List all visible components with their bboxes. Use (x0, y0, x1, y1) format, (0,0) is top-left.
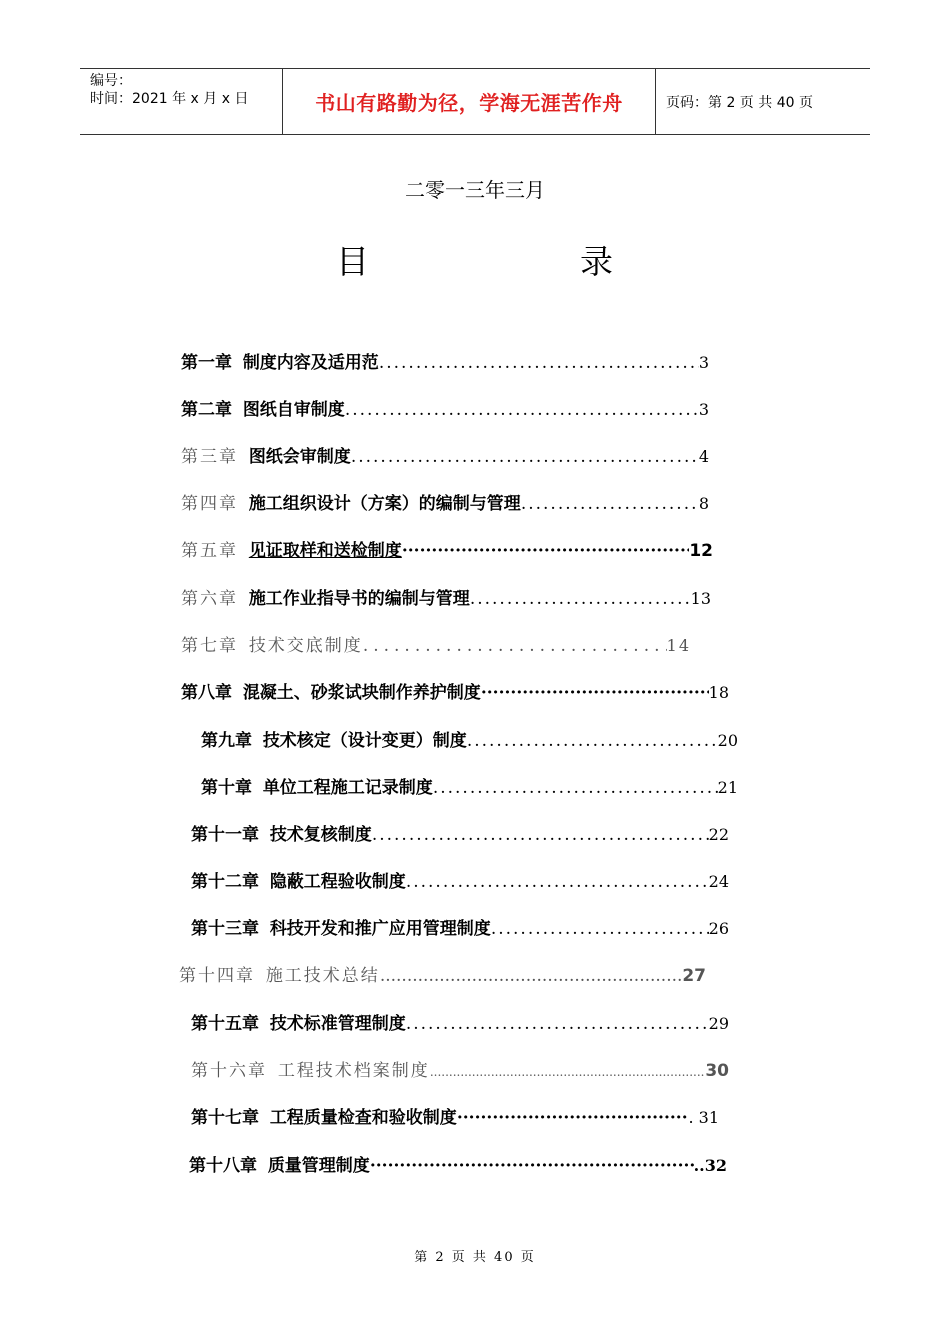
toc-chapter: 第七章 (181, 636, 238, 656)
toc-title: 技术核定（设计变更）制度 (262, 731, 467, 751)
toc-title: 技术复核制度 (269, 825, 372, 845)
toc-entry[interactable] (181, 587, 711, 611)
toc-title: 施工作业指导书的编制与管理 (248, 589, 470, 609)
toc-chapter: 第六章 (181, 589, 238, 609)
toc-chapter: 第十六章 (191, 1061, 267, 1081)
page-header (80, 68, 870, 135)
toc-page: 21 (717, 778, 738, 797)
toc-chapter: 第十章 (201, 778, 252, 798)
toc-entry[interactable] (181, 681, 729, 705)
toc-leader (370, 1154, 694, 1178)
toc-entry[interactable] (191, 870, 729, 894)
toc-leader (433, 776, 718, 800)
toc-leader (351, 445, 699, 469)
toc-chapter: 第十五章 (191, 1014, 259, 1034)
toc-title: 技术标准管理制度 (269, 1014, 406, 1034)
toc-entry[interactable] (179, 964, 706, 988)
toc-chapter: 第八章 (181, 683, 232, 703)
toc-title: 图纸会审制度 (248, 447, 351, 467)
toc-chapter: 第二章 (181, 400, 232, 420)
toc-page: 3 (698, 400, 709, 419)
header-left-cell (80, 69, 282, 134)
toc-leader (430, 1060, 706, 1083)
toc-entry[interactable] (201, 729, 738, 753)
toc-chapter: 第十三章 (191, 919, 259, 939)
toc-leader (402, 539, 690, 563)
toc-leader (467, 729, 718, 753)
toc-chapter: 第十四章 (179, 966, 255, 986)
toc-page: 22 (708, 825, 729, 844)
header-page-label: 页码：第 2 页 共 40 页 (666, 94, 813, 111)
document-number-label: 编号： (90, 73, 132, 89)
toc-entry[interactable] (181, 492, 709, 516)
toc-entry[interactable] (181, 445, 709, 469)
toc-chapter: 第一章 (181, 353, 232, 373)
toc-entry[interactable] (181, 539, 713, 563)
header-motto-cell (282, 69, 656, 134)
toc-page: 24 (708, 872, 729, 891)
toc-page: 29 (708, 1014, 729, 1033)
toc-entry[interactable] (191, 1012, 729, 1036)
toc-leader (481, 681, 709, 705)
toc-title: 图纸自审制度 (242, 400, 345, 420)
toc-title: 单位工程施工记录制度 (262, 778, 433, 798)
toc-page: 8 (698, 494, 709, 513)
toc-title: 科技开发和推广应用管理制度 (269, 919, 491, 939)
toc-page: 27 (682, 966, 706, 986)
header-page-cell (656, 69, 870, 134)
toc-chapter: 第四章 (181, 494, 238, 514)
toc-chapter: 第三章 (181, 447, 238, 467)
toc-leader (379, 351, 699, 375)
toc-entry[interactable] (191, 1059, 729, 1083)
toc-page: 14 (666, 636, 691, 655)
toc-leader (406, 1012, 709, 1036)
document-date: 二零一三年三月 (405, 178, 545, 202)
toc-entry[interactable] (181, 634, 691, 658)
toc-page: 4 (698, 447, 709, 466)
toc-title: 混凝土、砂浆试块制作养护制度 (242, 683, 481, 703)
toc-title: 工程技术档案制度 (277, 1061, 430, 1081)
toc-chapter: 第十七章 (191, 1108, 259, 1128)
toc-page: 30 (705, 1061, 729, 1081)
toc-chapter: 第十八章 (189, 1156, 257, 1176)
toc-entry[interactable] (201, 776, 738, 800)
toc-page: . 31 (688, 1108, 719, 1127)
toc-title-right: 录 (580, 242, 613, 281)
toc-leader (345, 398, 699, 422)
toc-page: 20 (717, 731, 738, 750)
toc-title: 施工组织设计（方案）的编制与管理 (248, 494, 521, 514)
toc-title: 质量管理制度 (267, 1156, 370, 1176)
toc-title-left: 目 (336, 242, 369, 281)
header-motto: 书山有路勤为径，学海无涯苦作舟 (315, 91, 623, 115)
toc-title: 工程质量检查和验收制度 (269, 1108, 457, 1128)
toc-entry[interactable] (181, 351, 709, 375)
toc-page: 26 (708, 919, 729, 938)
toc-title: 隐蔽工程验收制度 (269, 872, 406, 892)
toc-leader (406, 870, 709, 894)
toc-entry[interactable] (191, 823, 729, 847)
toc-leader (380, 964, 683, 988)
toc-entry[interactable] (191, 917, 729, 941)
toc-page: 13 (690, 589, 711, 608)
toc-page: 3 (698, 353, 709, 372)
toc-entry[interactable] (181, 398, 709, 422)
toc-chapter: 第九章 (201, 731, 252, 751)
toc-chapter: 第五章 (181, 541, 238, 561)
toc-page: ..32 (693, 1156, 727, 1175)
toc-entry[interactable] (189, 1154, 727, 1178)
toc-chapter: 第十一章 (191, 825, 259, 845)
toc-chapter: 第十二章 (191, 872, 259, 892)
toc-leader (457, 1106, 689, 1130)
toc-title: 见证取样和送检制度 (248, 541, 402, 561)
page-footer: 第 2 页 共 40 页 (414, 1250, 536, 1265)
toc-page: 12 (689, 541, 713, 561)
toc-leader (372, 823, 709, 847)
toc-leader (521, 492, 699, 516)
toc-title: 技术交底制度 (248, 636, 363, 656)
toc-title: 施工技术总结 (265, 966, 380, 986)
toc-title: 制度内容及适用范 (242, 353, 379, 373)
toc-entry[interactable] (191, 1106, 719, 1130)
document-time-label: 时间：2021 年 x 月 x 日 (90, 91, 249, 107)
toc-leader (491, 917, 709, 941)
toc-leader (470, 587, 691, 611)
toc-leader (363, 634, 667, 658)
toc-page: 18 (708, 683, 729, 702)
